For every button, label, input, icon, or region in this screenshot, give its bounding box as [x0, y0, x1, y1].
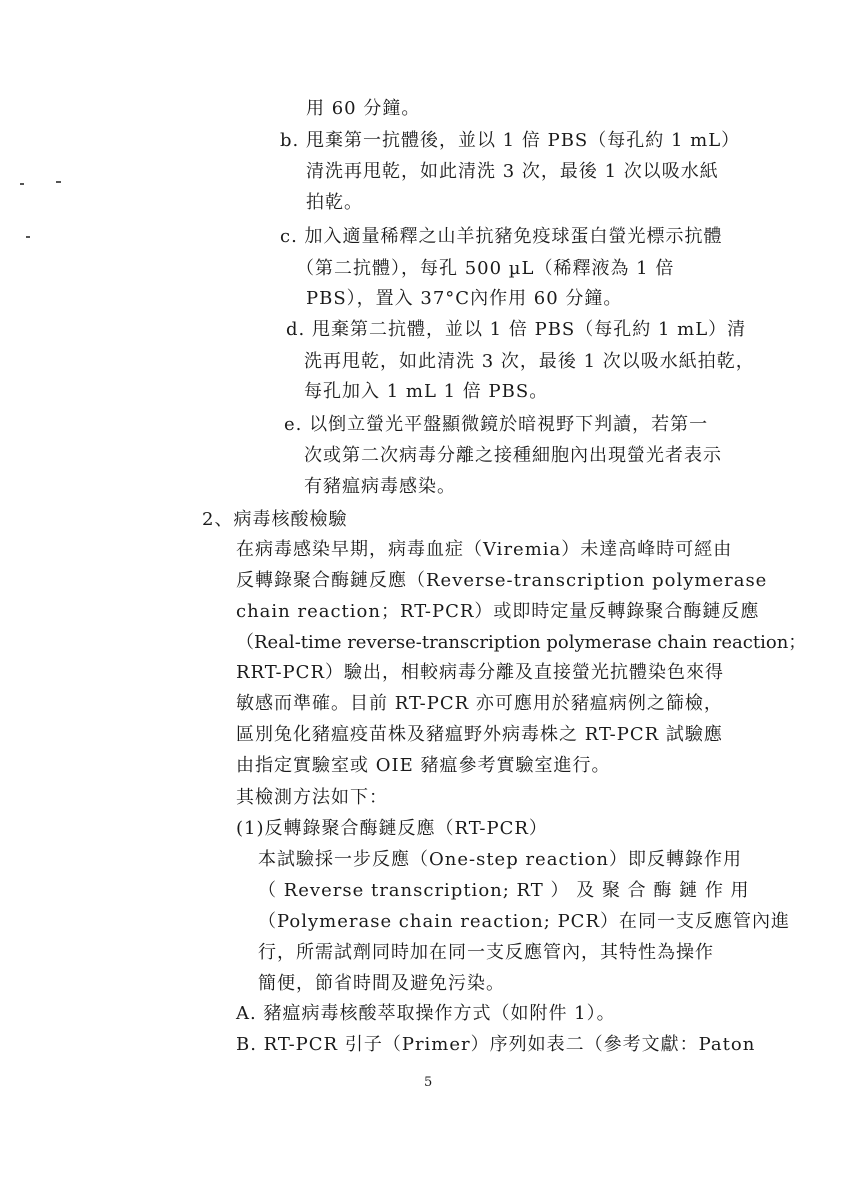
text-line: PBS），置入 37°C內作用 60 分鐘。: [306, 288, 623, 309]
list-item-b: B. RT-PCR 引子（Primer）序列如表二（參考文獻：Paton: [236, 1034, 756, 1055]
text-line: （Polymerase chain reaction; PCR）在同一支反應管內進: [258, 911, 790, 932]
text-line: 清洗再甩乾，如此清洗 3 次，最後 1 次以吸水紙: [306, 161, 719, 182]
text-line: 有豬瘟病毒感染。: [304, 476, 456, 497]
text-line: b. 甩棄第一抗體後，並以 1 倍 PBS（每孔約 1 mL）: [280, 130, 741, 151]
text-line: 在病毒感染早期，病毒血症（Viremia）未達高峰時可經由: [236, 539, 733, 560]
text-line: （Real-time reverse-transcription polymerase chain reaction；: [236, 632, 807, 653]
text-line: 由指定實驗室或 OIE 豬瘟參考實驗室進行。: [236, 755, 611, 776]
text-line: 其檢測方法如下：: [236, 787, 388, 808]
list-item-a: A. 豬瘟病毒核酸萃取操作方式（如附件 1）。: [236, 1003, 616, 1024]
page-number: 5: [424, 1075, 434, 1090]
scan-speck: [56, 181, 61, 183]
text-line: d. 甩棄第二抗體，並以 1 倍 PBS（每孔約 1 mL）清: [286, 319, 747, 340]
scan-speck: [26, 236, 30, 238]
text-line: 區別兔化豬瘟疫苗株及豬瘟野外病毒株之 RT-PCR 試驗應: [236, 724, 723, 745]
text-line: e. 以倒立螢光平盤顯微鏡於暗視野下判讀，若第一: [284, 414, 709, 435]
text-line: （第二抗體），每孔 500 µL（稀釋液為 1 倍: [296, 258, 675, 279]
section-heading: 2、病毒核酸檢驗: [202, 509, 348, 530]
text-line: 拍乾。: [306, 192, 363, 213]
text-line: 敏感而準確。目前 RT-PCR 亦可應用於豬瘟病例之篩檢，: [236, 693, 723, 714]
text-line: c. 加入適量稀釋之山羊抗豬免疫球蛋白螢光標示抗體: [280, 226, 723, 247]
text-line: RRT-PCR）驗出，相較病毒分離及直接螢光抗體染色來得: [236, 662, 724, 683]
scan-speck: [20, 183, 24, 185]
text-line: 次或第二次病毒分離之接種細胞內出現螢光者表示: [304, 445, 722, 466]
text-line: 本試驗採一步反應（One-step reaction）即反轉錄作用: [258, 849, 742, 870]
text-line: 洗再甩乾，如此清洗 3 次，最後 1 次以吸水紙拍乾，: [304, 351, 755, 372]
text-line: 簡便，節省時間及避免污染。: [258, 973, 505, 994]
text-line: chain reaction；RT-PCR）或即時定量反轉錄聚合酶鏈反應: [236, 601, 760, 622]
text-line: 每孔加入 1 mL 1 倍 PBS。: [304, 381, 549, 402]
text-line: （ Reverse transcription; RT ） 及 聚 合 酶 鏈 作 用: [258, 880, 750, 901]
text-line: 行，所需試劑同時加在同一支反應管內，其特性為操作: [258, 942, 714, 963]
text-line: 反轉錄聚合酶鏈反應（Reverse-transcription polymerase: [236, 570, 768, 591]
text-line: 用 60 分鐘。: [306, 98, 421, 119]
subsection-heading: (1)反轉錄聚合酶鏈反應（RT-PCR）: [236, 818, 548, 839]
